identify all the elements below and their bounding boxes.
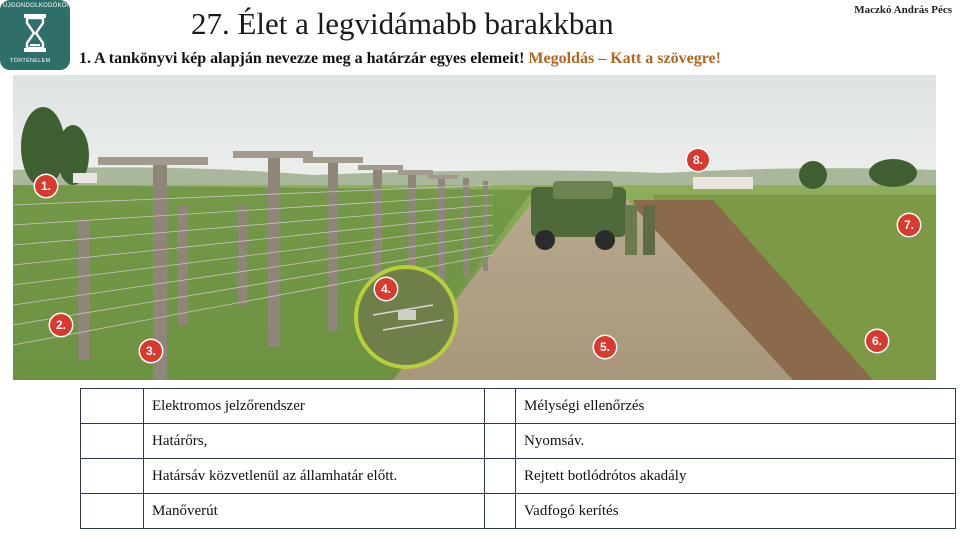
marker-2: 2. xyxy=(50,314,72,336)
marker-7: 7. xyxy=(898,214,920,236)
task-text: 1. A tankönyvi kép alapján nevezze meg a határzár egyes elemeit! xyxy=(79,50,529,67)
table-row xyxy=(81,389,956,424)
marker-8: 8. xyxy=(687,149,709,171)
answer-slot[interactable] xyxy=(81,389,144,424)
task-instruction xyxy=(79,50,721,68)
element-label: Nyomsáv. xyxy=(516,424,956,459)
marker-3: 3. xyxy=(140,340,162,362)
hourglass-icon xyxy=(23,14,47,52)
author-credit: Maczkó András Pécs xyxy=(854,4,952,16)
element-label: Elektromos jelzőrendszer xyxy=(144,389,485,424)
table-row xyxy=(81,494,956,529)
border-fence-photo xyxy=(13,75,936,380)
logo-top-text: ÚJGONDOLKODÓKÖNYVV xyxy=(3,3,85,9)
logo-bottom-text: TÖRTÉNELEM xyxy=(10,58,51,64)
answer-slot[interactable] xyxy=(485,494,516,529)
marker-5: 5. xyxy=(594,336,616,358)
element-label: Manőverút xyxy=(144,494,485,529)
marker-6: 6. xyxy=(866,330,888,352)
logo xyxy=(0,0,85,70)
answer-slot[interactable] xyxy=(485,424,516,459)
answer-slot[interactable] xyxy=(81,494,144,529)
table-row xyxy=(81,424,956,459)
element-label: Mélységi ellenőrzés xyxy=(516,389,956,424)
answer-slot[interactable] xyxy=(81,424,144,459)
solution-link[interactable]: Megoldás – Katt a szövegre! xyxy=(528,50,721,67)
answer-slot[interactable] xyxy=(485,389,516,424)
answer-slot[interactable] xyxy=(485,459,516,494)
element-label: Rejtett botlódrótos akadály xyxy=(516,459,956,494)
page-title: 27. Élet a legvidámabb barakkban xyxy=(191,6,614,41)
element-label: Vadfogó kerítés xyxy=(516,494,956,529)
table-row xyxy=(81,459,956,494)
answer-table xyxy=(80,388,956,529)
element-label: Határőrs, xyxy=(144,424,485,459)
marker-1: 1. xyxy=(35,175,57,197)
photo-illustration xyxy=(13,75,936,380)
answer-slot[interactable] xyxy=(81,459,144,494)
marker-4: 4. xyxy=(375,278,397,300)
element-label: Határsáv közvetlenül az államhatár előtt. xyxy=(144,459,485,494)
